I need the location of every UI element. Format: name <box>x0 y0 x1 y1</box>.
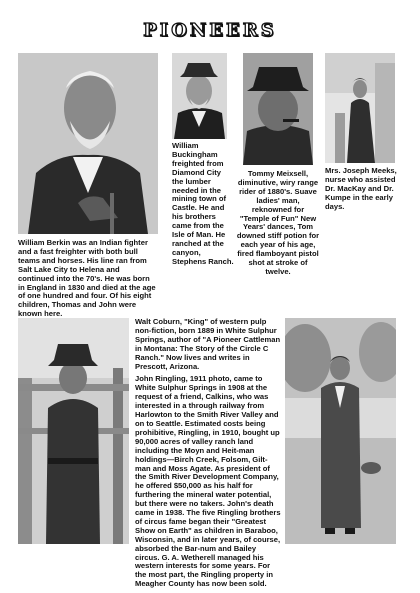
ringling-paragraph: John Ringling, 1911 photo, came to White Sulphur Springs in 1908 at the request of a friend, Calkins, who was interested in a through railway from Harlowton to the Smith River Valley and on to Seattle. Estimated costs being prohibitive, Ringling, in 1910, bought up 90,000 acres of valley ranch land including the Moyn and Heit-man holdings—Birch Creek, Folsom, Gilt-man and Moss Agate. As president of the Smith River Development Company, he offered $50,000 as his half for furthering the mineral water potential, but there were no takers. John's death came in 1938. The five Ringling brothers of circus fame began their "Greatest Show on Earth" as children in Baraboo, Wisconsin, and in later years, of course, absorbed the Bar-num and Bailey circus. G. A. Wetherell managed his western interests for some years. For the most part, the Ringling property in Meagher County has now been sold. <box>135 374 281 589</box>
meeks-caption: Mrs. Joseph Meeks, nurse who assisted Dr. MacKay and Dr. Kumpe in the early days. <box>325 166 397 211</box>
coburn-paragraph: Walt Coburn, "King" of western pulp non-fiction, born 1889 in White Sulphur Springs, author of "A Pioneer Cattleman in Montana: The Story of the Circle C Ranch." Now lives and writes in Prescott, Arizona. <box>135 317 281 371</box>
buckingham-photo <box>172 53 227 139</box>
meixsell-photo <box>243 53 313 165</box>
berkin-photo <box>18 53 158 234</box>
meixsell-caption: Tommy Meixsell, diminutive, wiry range rider of 1880's. Suave ladies' man, reknowned for "Temple of Fun" New Years' dances, Tom downed stiff potion for each year of his age, fired flamboyant pistol shot at stroke of twelve. <box>236 169 320 276</box>
coburn-photo <box>18 318 129 544</box>
page-title: PIONEERS <box>143 20 277 41</box>
article-text <box>135 318 281 593</box>
ringling-photo <box>285 318 396 544</box>
berkin-caption: William Berkin was an Indian fighter and a fast freighter with both bull teams and horses. His line ran from Salt Lake City to Helena and continued into the 70's. He was born in England in 1830 and died at the age of one hundred and four. Of his eight children, Thomas and John were known here. <box>18 238 156 319</box>
meeks-photo <box>325 53 395 163</box>
buckingham-caption: William Buckingham freighted from Diamond City the lumber needed in the mining town of Castle. He and his brothers came from the Isle of Man. He ranched at the canyon, Stephens Ranch. <box>172 141 234 266</box>
